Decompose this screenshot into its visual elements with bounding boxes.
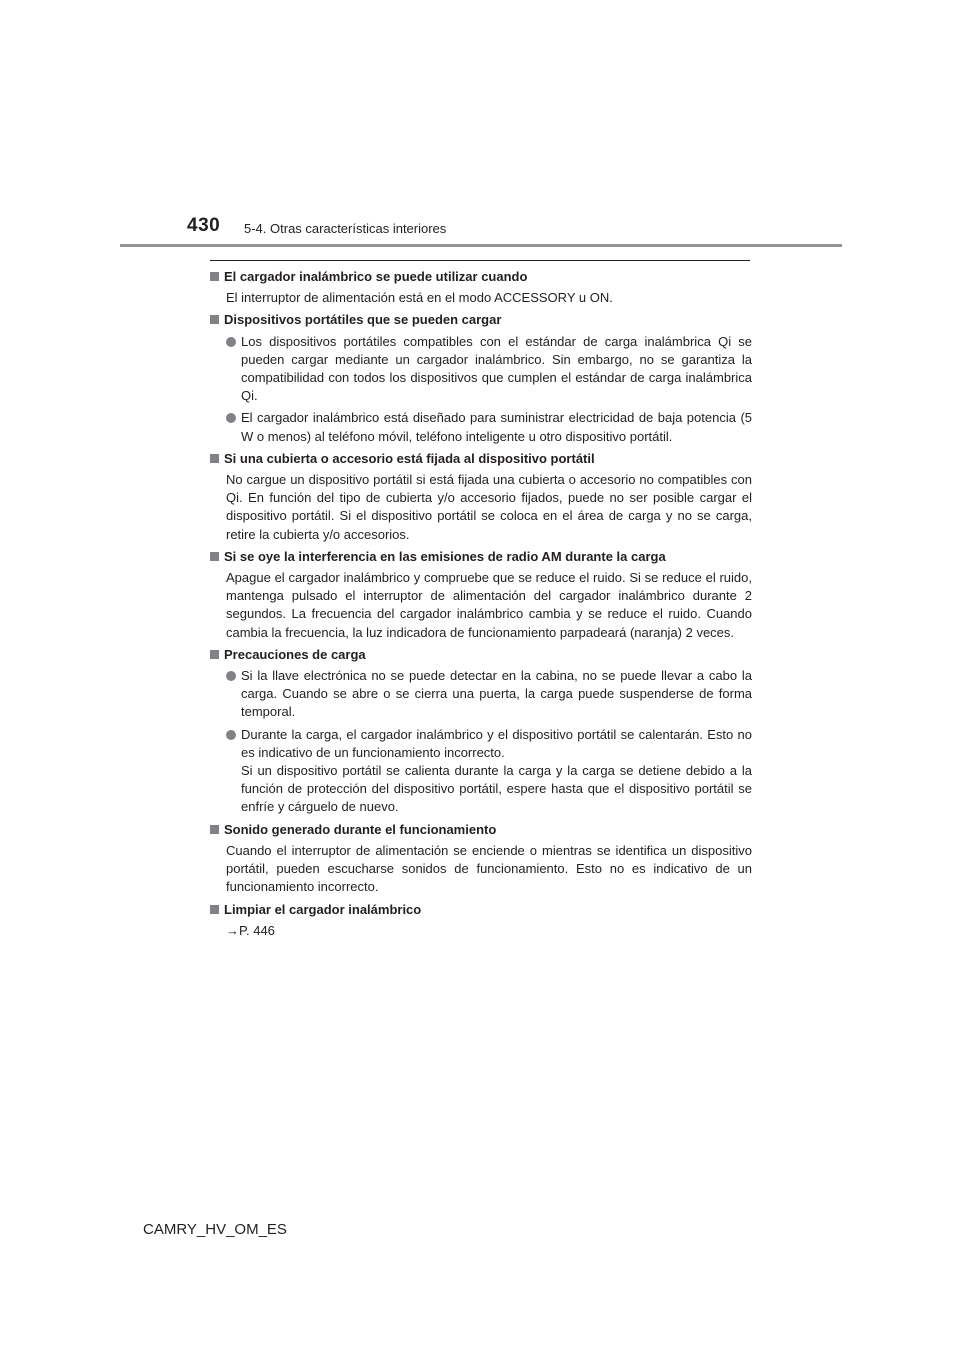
section-heading-text: Dispositivos portátiles que se pueden cargar: [224, 312, 502, 328]
page-reference-link[interactable]: →P. 446: [226, 922, 275, 938]
section-heading: [210, 311, 752, 329]
section-charging-precautions: [210, 646, 752, 817]
circle-bullet-icon: [226, 337, 236, 347]
section-body: El interruptor de alimentación está en el modo ACCESSORY u ON.: [226, 290, 613, 306]
section-heading-text: Si una cubierta o accesorio está fijada al dispositivo portátil: [224, 450, 595, 466]
circle-bullet-icon: [226, 671, 236, 681]
square-bullet-icon: [210, 650, 219, 659]
square-bullet-icon: [210, 825, 219, 834]
section-usage-condition: [210, 268, 752, 307]
list-item: [210, 333, 752, 406]
circle-bullet-icon: [226, 413, 236, 423]
square-bullet-icon: [210, 552, 219, 561]
page-content: [210, 268, 752, 944]
list-item: [210, 667, 752, 722]
section-cleaning: [210, 901, 752, 940]
header-divider: [120, 244, 842, 247]
list-item-text: Durante la carga, el cargador inalámbrico y el dispositivo portátil se calentarán. Esto no es indicativo de un funcionamiento incorrecto. Si un dispositivo portátil se calienta durante la carga y la carga se detiene debido a la función de protección del dispositivo portátil, espere hasta que el dispositivo portátil se enfríe y cárguelo de nuevo.: [241, 726, 752, 815]
section-heading-text: Limpiar el cargador inalámbrico: [224, 901, 422, 917]
square-bullet-icon: [210, 315, 219, 324]
section-body: Apague el cargador inalámbrico y compruebe que se reduce el ruido. Si se reduce el ruido, mantenga pulsado el interruptor de alimentación del cargador inalámbrico durante 2 segundos. La frecuencia del cargador inalámbrico cambia y se reduce el ruido. Cuando cambia la frecuencia, la luz indicadora de funcionamiento parpadeará (naranja) 2 veces.: [226, 570, 752, 640]
content-divider: [210, 260, 750, 261]
section-heading: [210, 548, 752, 566]
list-item: [210, 726, 752, 817]
section-cover-accessory: [210, 450, 752, 544]
section-heading-text: Sonido generado durante el funcionamiento: [224, 821, 497, 837]
document-code: CAMRY_HV_OM_ES: [143, 1221, 287, 1238]
list-item-text: Si la llave electrónica no se puede detectar en la cabina, no se puede llevar a cabo la carga. Cuando se abre o se cierra una puerta, la carga puede suspenderse de forma temporal.: [241, 668, 752, 720]
chapter-section-title: 5-4. Otras características interiores: [244, 221, 447, 236]
section-body: No cargue un dispositivo portátil si está fijada una cubierta o accesorio no compatibles con Qi. En función del tipo de cubierta y/o accesorio fijados, puede no ser posible cargar el dispositivo portátil. Si el dispositivo portátil se coloca en el área de carga y no se carga, retire la cubierta y/o accesorios.: [226, 472, 752, 542]
list-item-text: Los dispositivos portátiles compatibles con el estándar de carga inalámbrica Qi se pueden cargar mediante un cargador inalámbrico. Sin embargo, no se garantiza la compatibilidad con todos los dispositivos que cumplen el estándar de carga inalámbrica Qi.: [241, 333, 752, 404]
section-heading: [210, 646, 752, 664]
section-heading-text: El cargador inalámbrico se puede utilizar cuando: [224, 269, 528, 284]
section-heading-text: Si se oye la interferencia en las emisiones de radio AM durante la carga: [224, 548, 666, 564]
square-bullet-icon: [210, 454, 219, 463]
section-body: Cuando el interruptor de alimentación se enciende o mientras se identifica un dispositivo portátil, pueden escucharse sonidos de funcionamiento. Esto no es indicativo de un funcionamiento incorrecto.: [226, 842, 752, 895]
section-heading: [210, 901, 752, 919]
section-heading-text: Precauciones de carga: [224, 646, 366, 662]
section-operating-sound: [210, 821, 752, 897]
section-heading: [210, 268, 752, 286]
section-am-interference: [210, 548, 752, 642]
list-item: [210, 409, 752, 445]
list-item-text: El cargador inalámbrico está diseñado para suministrar electricidad de baja potencia (5 W o menos) al teléfono móvil, teléfono inteligente u otro dispositivo portátil.: [241, 410, 752, 444]
section-heading: [210, 450, 752, 468]
section-compatible-devices: [210, 311, 752, 445]
section-heading: [210, 821, 752, 839]
circle-bullet-icon: [226, 730, 236, 740]
square-bullet-icon: [210, 905, 219, 914]
square-bullet-icon: [210, 272, 219, 281]
page-number: 430: [187, 215, 221, 236]
